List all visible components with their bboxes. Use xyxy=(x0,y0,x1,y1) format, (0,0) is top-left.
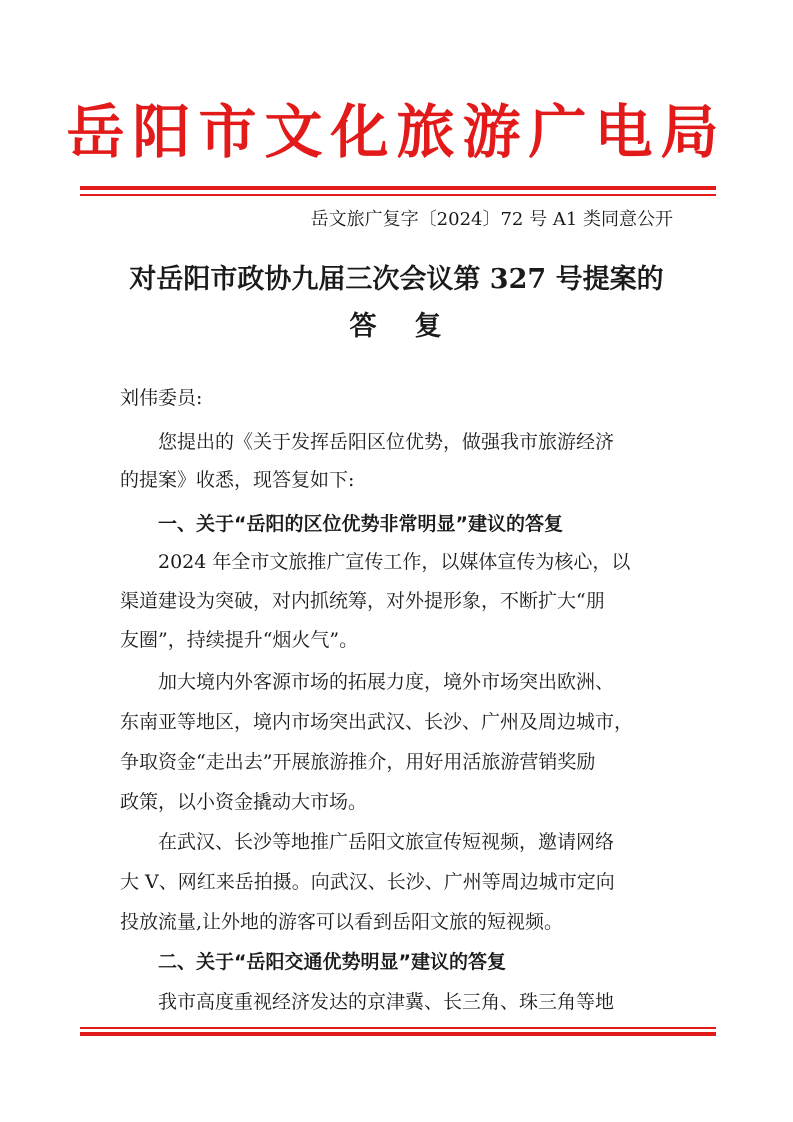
paragraph-line: 2024 年全市文旅推广宣传工作，以媒体宣传为核心，以 xyxy=(158,551,631,573)
paragraph-line: 大 V、网红来岳拍摄。向武汉、长沙、广州等周边城市定向 xyxy=(120,871,615,893)
header-rule-thick xyxy=(80,186,716,190)
reply-title-line2 xyxy=(0,309,793,345)
document-number: 岳文旅广复字〔2024〕72 号 A1 类同意公开 xyxy=(310,209,673,230)
paragraph-line: 渠道建设为突破，对内抓统筹，对外提形象，不断扩大“朋 xyxy=(120,590,605,612)
paragraph-line: 加大境内外客源市场的拓展力度，境外市场突出欧洲、 xyxy=(158,671,615,693)
footer-rule-thick xyxy=(80,1032,716,1036)
reply-title-char-2: 复 xyxy=(414,311,444,342)
footer-rule-thin xyxy=(80,1027,716,1029)
paragraph-line: 东南亚等地区，境内市场突出武汉、长沙、广州及周边城市， xyxy=(120,711,634,733)
paragraph-line: 争取资金“走出去”开展旅游推介，用好用活旅游营销奖励 xyxy=(120,751,596,773)
paragraph-line: 投放流量,让外地的游客可以看到岳阳文旅的短视频。 xyxy=(120,911,564,933)
paragraph-line: 友圈”，持续提升“烟火气”。 xyxy=(120,629,359,651)
salutation: 刘伟委员: xyxy=(120,387,203,409)
intro-line: 的提案》收悉，现答复如下: xyxy=(120,469,355,491)
paragraph-line: 在武汉、长沙等地推广岳阳文旅宣传短视频，邀请网络 xyxy=(158,831,615,853)
header-rule-thin xyxy=(80,194,716,196)
intro-line: 您提出的《关于发挥岳阳区位优势，做强我市旅游经济 xyxy=(158,431,615,453)
reply-title-line1: 对岳阳市政协九届三次会议第 327 号提案的 xyxy=(129,264,664,295)
section-heading-1: 一、关于“岳阳的区位优势非常明显”建议的答复 xyxy=(158,513,563,535)
agency-masthead: 岳阳市文化旅游广电局 xyxy=(66,98,727,166)
section-heading-2: 二、关于“岳阳交通优势明显”建议的答复 xyxy=(158,951,506,973)
reply-title-char-1: 答 xyxy=(349,311,379,342)
paragraph-line: 政策，以小资金撬动大市场。 xyxy=(120,791,368,813)
paragraph-line: 我市高度重视经济发达的京津冀、长三角、珠三角等地 xyxy=(158,991,615,1013)
